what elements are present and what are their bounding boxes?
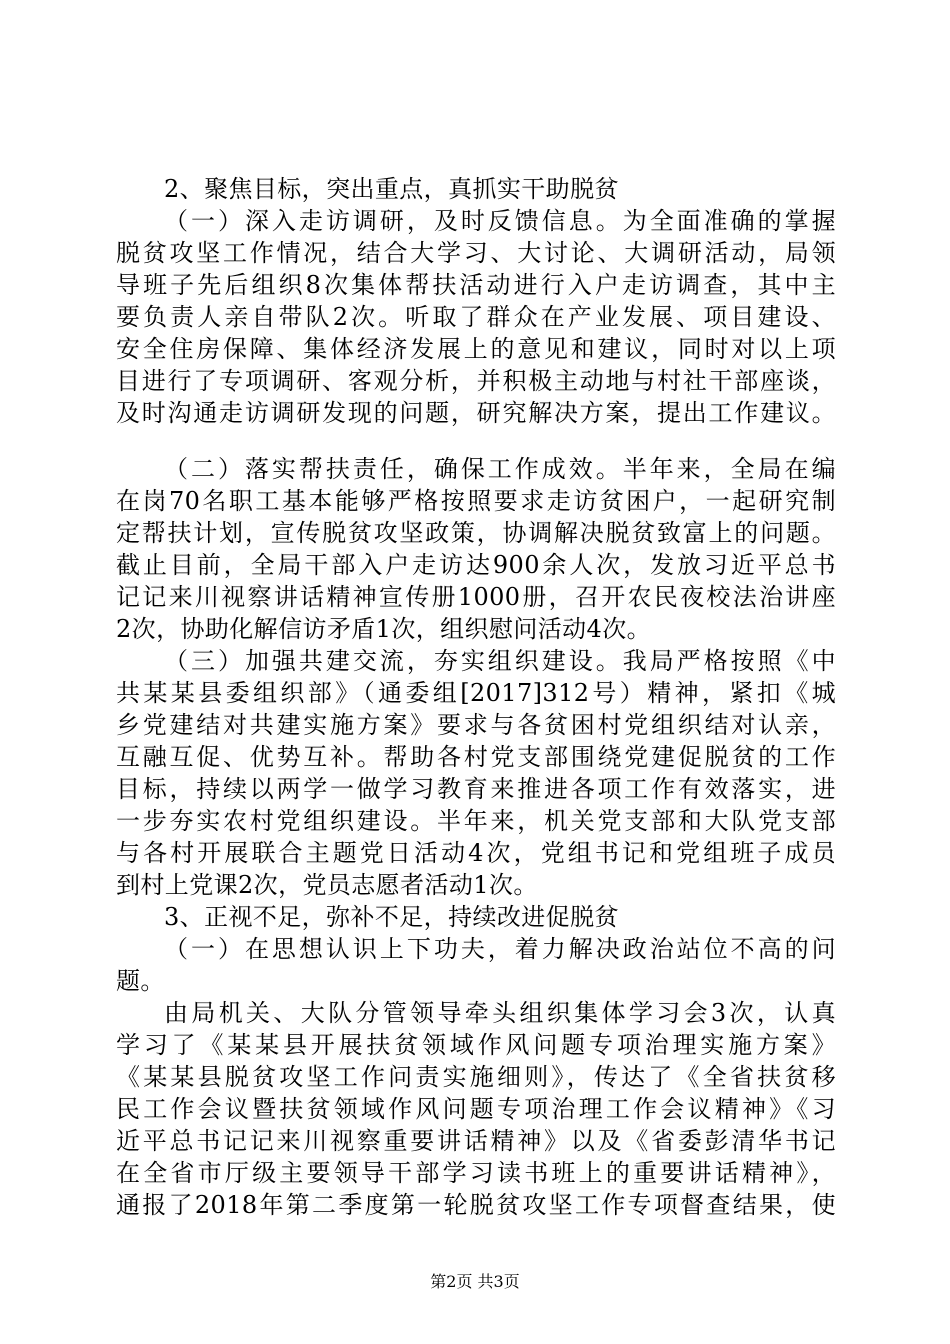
paragraph-line: 《某某县脱贫攻坚工作问责实施细则》，传达了《全省扶贫移: [116, 1063, 836, 1091]
paragraph-line: 截止目前，全局干部入户走访达900余人次，发放习近平总书: [116, 551, 836, 579]
paragraph-line: 题。: [116, 967, 165, 995]
paragraph-line: 共某某县委组织部》（通委组[2017]312号）精神，紧扣《城: [116, 679, 836, 707]
paragraph-line: 定帮扶计划，宣传脱贫攻坚政策，协调解决脱贫致富上的问题。: [116, 519, 836, 547]
paragraph-line: （一）深入走访调研，及时反馈信息。为全面准确的掌握: [164, 207, 836, 235]
paragraph-line: 学习了《某某县开展扶贫领域作风问题专项治理实施方案》: [116, 1031, 836, 1059]
paragraph-line: 通报了2018年第二季度第一轮脱贫攻坚工作专项督查结果，使: [116, 1191, 836, 1219]
paragraph-line: 乡党建结对共建实施方案》要求与各贫困村党组织结对认亲，: [116, 711, 836, 739]
paragraph-line: （三）加强共建交流，夯实组织建设。我局严格按照《中: [164, 647, 836, 675]
paragraph-line: 与各村开展联合主题党日活动4次，党组书记和党组班子成员: [116, 839, 836, 867]
paragraph-line: 及时沟通走访调研发现的问题，研究解决方案，提出工作建议。: [116, 399, 836, 427]
paragraph-line: 安全住房保障、集体经济发展上的意见和建议，同时对以上项: [116, 335, 836, 363]
paragraph-line: 由局机关、大队分管领导牵头组织集体学习会3次，认真: [164, 999, 836, 1027]
paragraph-line: 脱贫攻坚工作情况，结合大学习、大讨论、大调研活动，局领: [116, 239, 836, 267]
paragraph-line: 到村上党课2次，党员志愿者活动1次。: [116, 871, 538, 899]
section-heading-2: 2、聚焦目标，突出重点，真抓实干助脱贫: [164, 175, 619, 203]
paragraph-line: 在岗70名职工基本能够严格按照要求走访贫困户，一起研究制: [116, 487, 836, 515]
paragraph-line: 目标，持续以两学一做学习教育来推进各项工作有效落实，进: [116, 775, 836, 803]
paragraph-line: （二）落实帮扶责任，确保工作成效。半年来，全局在编: [164, 455, 836, 483]
paragraph-line: （一）在思想认识上下功夫，着力解决政治站位不高的问: [164, 935, 836, 963]
paragraph-line: 民工作会议暨扶贫领域作风问题专项治理工作会议精神》《习: [116, 1095, 836, 1123]
paragraph-line: 近平总书记记来川视察重要讲话精神》以及《省委彭清华书记: [116, 1127, 836, 1155]
paragraph-line: 一步夯实农村党组织建设。半年来，机关党支部和大队党支部: [116, 807, 836, 835]
paragraph-line: 互融互促、优势互补。帮助各村党支部围绕党建促脱贫的工作: [116, 743, 836, 771]
paragraph-line: 目进行了专项调研、客观分析，并积极主动地与村社干部座谈，: [116, 367, 836, 395]
paragraph-line: 记记来川视察讲话精神宣传册1000册，召开农民夜校法治讲座: [116, 583, 836, 611]
section-heading-3: 3、正视不足，弥补不足，持续改进促脱贫: [164, 903, 619, 931]
page-footer: 第2页 共3页: [430, 1272, 520, 1291]
paragraph-line: 在全省市厅级主要领导干部学习读书班上的重要讲话精神》，: [116, 1159, 836, 1187]
paragraph-line: 导班子先后组织8次集体帮扶活动进行入户走访调查，其中主: [116, 271, 836, 299]
paragraph-line: 2次，协助化解信访矛盾1次，组织慰问活动4次。: [116, 615, 652, 643]
paragraph-line: 要负责人亲自带队2次。听取了群众在产业发展、项目建设、: [116, 303, 836, 331]
